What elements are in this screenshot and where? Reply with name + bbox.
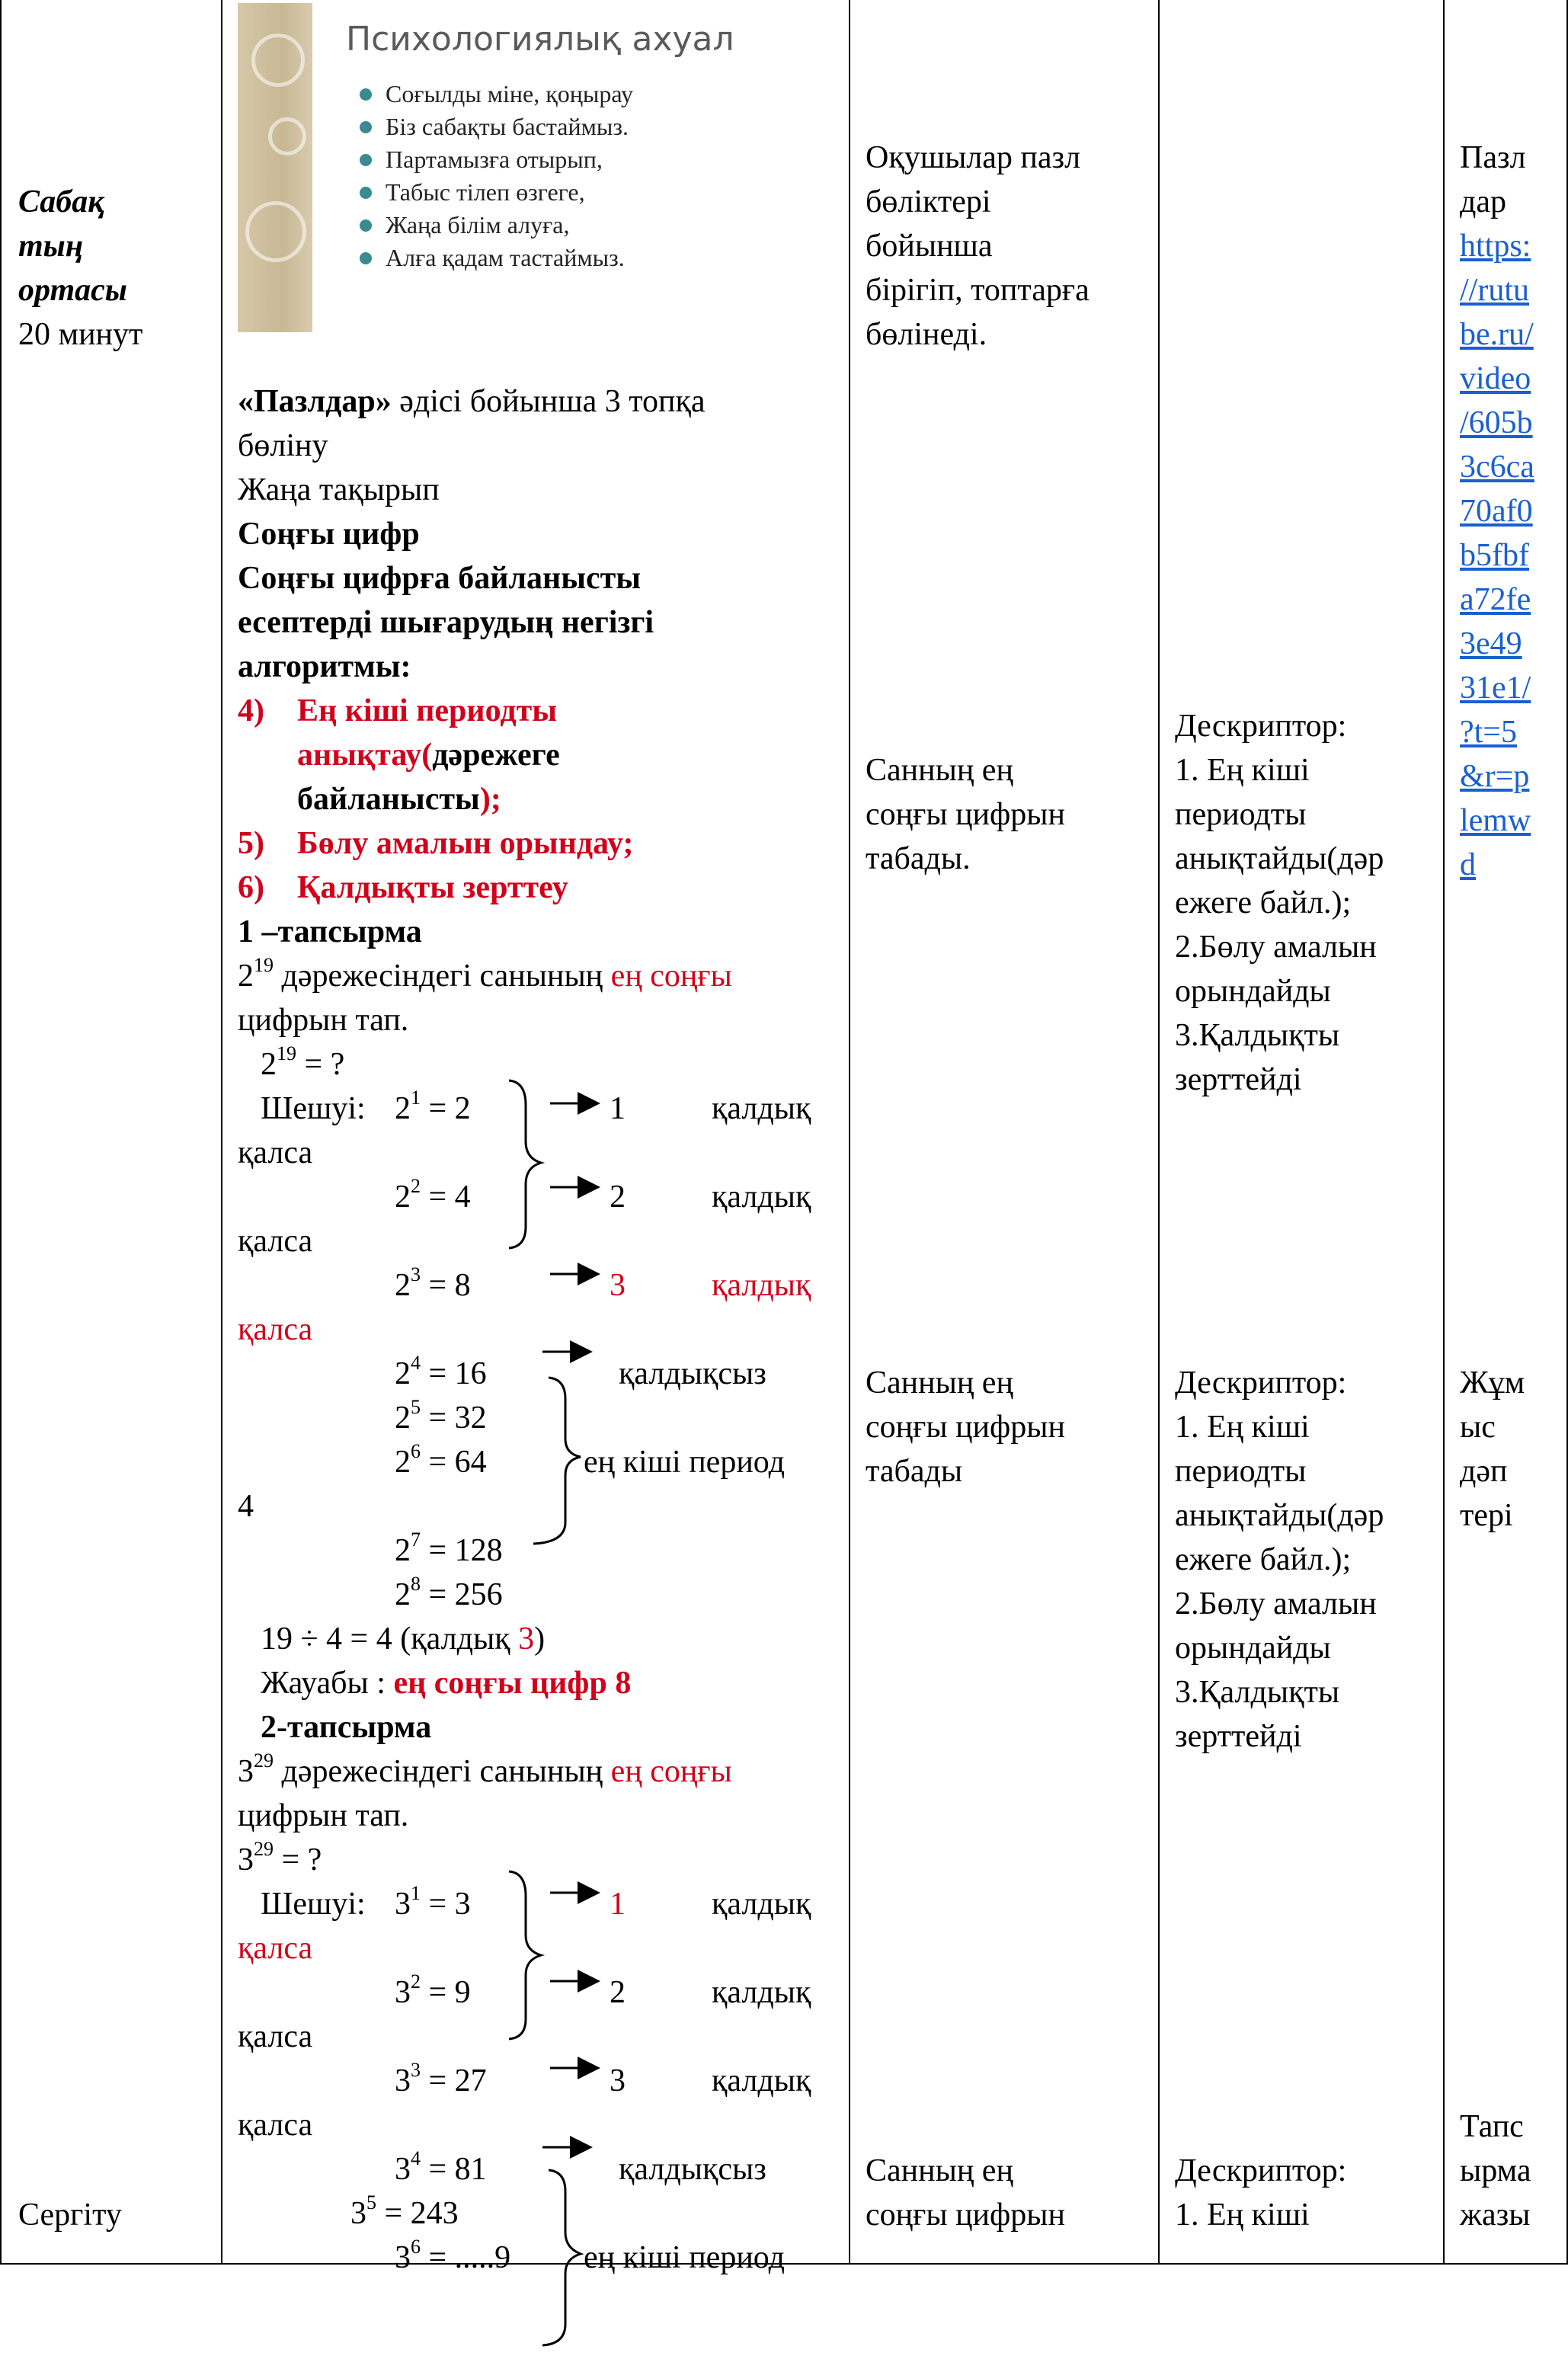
task2-qalsa-3: қалса (238, 2108, 313, 2143)
task2-power-3: $3^3 = 27$ (395, 2059, 487, 2098)
task1-answer: Жауабы : ең соңғы цифр 8 (261, 1666, 632, 1701)
topic-name: Соңғы цифр (238, 517, 420, 552)
step4-line3: байланысты); (297, 782, 501, 817)
resource-workbook: Жұм ыс дәп тері (1460, 1365, 1525, 1533)
slide-title: Психологиялық ахуал (346, 20, 734, 59)
task1-remainder-2: 2 (610, 1180, 626, 1215)
task1-power-4: $2^4 = 16$ (395, 1352, 487, 1391)
step6-text: Қалдықты зерттеу (297, 870, 568, 905)
descriptor-block-2: Дескриптор: 1. Ең кіші периодты анықтайды(дәр ежеге байл.); 2.Бөлу амалын орындайды 3.Қалдықты зерттейді (1175, 1365, 1384, 1754)
algorithm-title-line1: Соңғы цифрға байланысты (238, 561, 642, 596)
stage-title-line3: ортасы (18, 273, 127, 308)
stage-title-line2: тың (18, 229, 84, 264)
task1-statement-line1: $2^{19}$ дәрежесіндегі санының ең соңғы (238, 954, 732, 994)
resource-pazl: Пазл дар (1460, 140, 1526, 219)
task1-power-5: $2^5 = 32$ (395, 1396, 487, 1436)
task2-remainder-1: 1 (610, 1887, 626, 1922)
stage-sergitu: Сергіту (18, 2198, 122, 2233)
step4-line2: анықтау(дәрежеге (297, 738, 560, 773)
slide-line: Партамызға отырып, (360, 143, 633, 176)
slide-line: Алға қадам тастаймыз. (360, 242, 633, 274)
task2-remainder-2: 2 (610, 1975, 626, 2010)
slide-line: Соғылды міне, қоңырау (360, 78, 633, 110)
task2-remainder-3: 3 (610, 2063, 626, 2098)
step4-number: 4) (238, 693, 264, 728)
step5-text: Бөлу амалын орындау; (297, 826, 634, 861)
task2-min-period: ең кіші период (584, 2240, 785, 2275)
task1-power-1: $2^1 = 2$ (395, 1087, 471, 1126)
stage-duration: 20 минут (18, 317, 143, 352)
task1-title: 1 –тапсырма (238, 914, 422, 949)
task2-qaldyqsyz: қалдықсыз (619, 2152, 766, 2187)
slide-line: Табыс тілеп өзгеге, (360, 176, 633, 209)
task1-solution-label: Шешуі: (261, 1091, 366, 1126)
task1-remainder-1: 1 (610, 1091, 626, 1126)
resource-task-text: Тапс ырма жазы (1460, 2109, 1531, 2233)
task1-qaldyq-1: қалдық (712, 1091, 811, 1126)
brace-icon (509, 1871, 541, 2039)
task2-question: $3^{29}$ = ? (238, 1838, 322, 1877)
task1-min-period: ең кіші период (584, 1445, 785, 1480)
pazl-method-line1: «Пазлдар» әдісі бойынша 3 топқа (238, 384, 706, 419)
task1-remainder-3: 3 (610, 1268, 626, 1303)
step5-number: 5) (238, 826, 264, 861)
task2-power-1: $3^1 = 3$ (395, 1882, 471, 1922)
student-activity-4: Санның ең соңғы цифрын (866, 2153, 1065, 2233)
task2-power-6: $3^6 = .....9$ (395, 2236, 511, 2275)
slide-line: Жаңа білім алуға, (360, 209, 633, 242)
algorithm-title-line3: алгоритмы: (238, 649, 411, 684)
task1-power-6: $2^6 = 64$ (395, 1440, 487, 1480)
task1-division: 19 ÷ 4 = 4 (қалдық 3) (261, 1621, 546, 1657)
slide-line: Біз сабақты бастаймыз. (360, 110, 633, 143)
task1-power-2: $2^2 = 4$ (395, 1175, 471, 1215)
task2-statement-line2: цифрын тап. (238, 1798, 409, 1833)
task1-power-7: $2^7 = 128$ (395, 1529, 503, 1568)
task2-power-4: $3^4 = 81$ (395, 2147, 487, 2187)
task2-qaldyq-2: қалдық (712, 1975, 811, 2010)
brace-icon (509, 1080, 541, 1248)
task2-power-2: $3^2 = 9$ (395, 1970, 471, 2010)
brace-icon (542, 2170, 581, 2345)
task1-qalsa-3: қалса (238, 1312, 313, 1347)
task2-qalsa-1: қалса (238, 1931, 313, 1966)
task2-solution-label: Шешуі: (261, 1887, 366, 1922)
task1-power-8: $2^8 = 256$ (395, 1573, 503, 1612)
step4-line1: Ең кіші периодты (297, 693, 558, 728)
task1-qaldyq-3: қалдық (712, 1268, 811, 1303)
task1-qaldyq-2: қалдық (712, 1180, 811, 1215)
task2-statement-line1: $3^{29}$ дәрежесіндегі санының ең соңғы (238, 1749, 732, 1789)
task2-qaldyq-1: қалдық (712, 1887, 811, 1922)
descriptor-block-1: Дескриптор: 1. Ең кіші периодты анықтайды(дәр ежеге байл.); 2.Бөлу амалын орындайды 3.Қалдықты зерттейді (1175, 709, 1384, 1097)
pazl-method-line2: бөліну (238, 428, 328, 463)
task1-period-value: 4 (238, 1489, 254, 1524)
student-activity-2: Санның ең соңғы цифрын табады. (866, 753, 1065, 876)
task1-qaldyqsyz: қалдықсыз (619, 1356, 766, 1391)
algorithm-title-line2: есептерді шығарудың негізгі (238, 605, 654, 640)
resource-video-link[interactable]: https: //rutu be.ru/ video /605b 3c6ca 70af0 b5fbf a72fe 3e49 31e1/ ?t=5 &r=p lemw d (1460, 229, 1534, 882)
step6-number: 6) (238, 870, 264, 905)
task1-power-3: $2^3 = 8$ (395, 1263, 471, 1303)
task1-qalsa-2: қалса (238, 1224, 313, 1259)
student-activity-3: Санның ең соңғы цифрын табады (866, 1365, 1065, 1489)
task1-question: $2^{19}$ = ? (261, 1042, 345, 1082)
new-topic-label: Жаңа тақырып (238, 472, 440, 507)
task2-power-5: $3^5 = 243$ (350, 2191, 459, 2231)
brace-icon (533, 1378, 581, 1544)
student-activity-1: Оқушылар пазл бөліктері бойынша бірігіп, топтарға бөлінеді. (866, 140, 1090, 352)
task1-statement-line2: цифрын тап. (238, 1003, 409, 1038)
descriptor-block-3: Дескриптор: 1. Ең кіші (1175, 2153, 1347, 2233)
task2-qalsa-2: қалса (238, 2019, 313, 2054)
task2-qaldyq-3: қалдық (712, 2063, 811, 2098)
stage-title-line1: Сабақ (18, 184, 104, 219)
task2-title: 2-тапсырма (261, 1710, 432, 1745)
task1-qalsa-1: қалса (238, 1135, 313, 1170)
